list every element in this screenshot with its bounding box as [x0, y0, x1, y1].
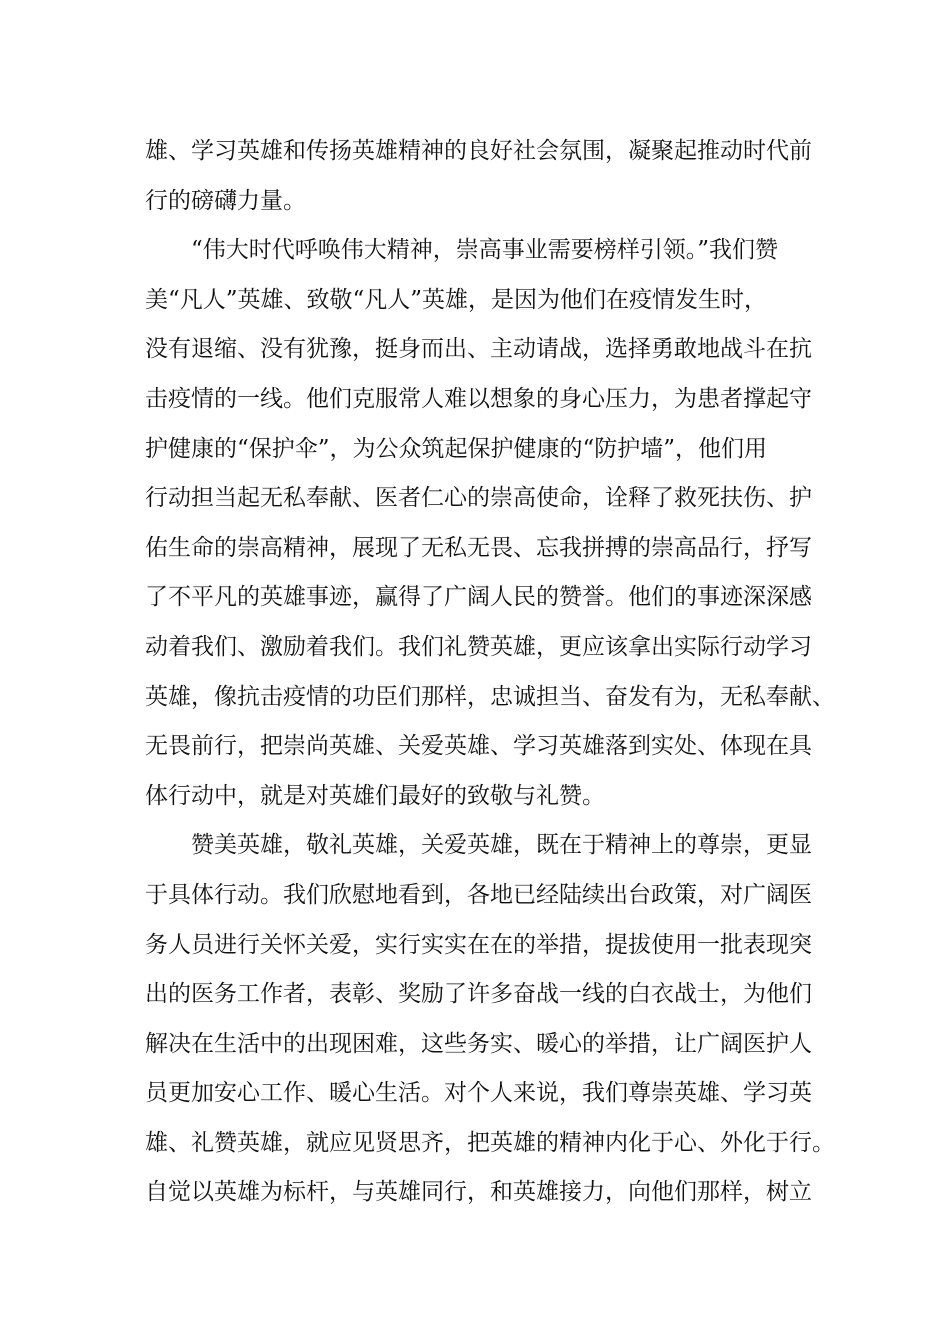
text-line-18: 出的医务工作者，表彰、奖励了许多奋战一线的白衣战士，为他们 — [145, 981, 812, 1008]
text-line-8: 行动担当起无私奉献、医者仁心的崇高使命，诠释了救死扶伤、护 — [145, 485, 812, 512]
text-line-17: 务人员进行关怀关爱，实行实实在在的举措，提拔使用一批表现突 — [145, 931, 812, 958]
body-text — [145, 127, 835, 1218]
text-line-9: 佑生命的崇高精神，展现了无私无畏、忘我拼搏的崇高品行，抒写 — [145, 534, 812, 561]
text-line-7: 护健康的“保护伞”，为公众筑起保护健康的“防护墙”，他们用 — [145, 435, 768, 462]
text-line-6: 击疫情的一线。他们克服常人难以想象的身心压力，为患者撑起守 — [145, 385, 812, 412]
text-line-13: 无畏前行，把崇尚英雄、关爱英雄、学习英雄落到实处、体现在具 — [145, 733, 812, 760]
text-line-19: 解决在生活中的出现困难，这些务实、暖心的举措，让广阔医护人 — [145, 1030, 812, 1057]
text-line-2: 行的磅礴力量。 — [145, 187, 306, 214]
text-line-11: 动着我们、激励着我们。我们礼赞英雄，更应该拿出实际行动学习 — [145, 633, 812, 660]
text-line-5: 没有退缩、没有犹豫，挺身而出、主动请战，选择勇敢地战斗在抗 — [145, 336, 812, 363]
text-line-1: 雄、学习英雄和传扬英雄精神的良好社会氛围，凝聚起推动时代前 — [145, 138, 812, 164]
text-line-3: “伟大时代呼唤伟大精神，崇高事业需要榜样引领。”我们赞 — [191, 237, 779, 264]
text-line-15: 赞美英雄，敬礼英雄，关爱英雄，既在于精神上的尊崇，更显 — [191, 832, 812, 859]
text-line-16: 于具体行动。我们欣慰地看到，各地已经陆续出台政策，对广阔医 — [145, 881, 812, 908]
text-line-4: 美“凡人”英雄、致敬“凡人”英雄，是因为他们在疫情发生时， — [145, 286, 768, 313]
text-line-12: 英雄，像抗击疫情的功臣们那样，忠诚担当、奋发有为，无私奉献、 — [145, 683, 835, 710]
text-line-10: 了不平凡的英雄事迹，赢得了广阔人民的赞誉。他们的事迹深深感 — [145, 584, 812, 611]
text-line-21: 雄、礼赞英雄，就应见贤思齐，把英雄的精神内化于心、外化于行。 — [145, 1129, 835, 1156]
text-line-20: 员更加安心工作、暖心生活。对个人来说，我们尊崇英雄、学习英 — [145, 1080, 812, 1107]
text-line-22: 自觉以英雄为标杆，与英雄同行，和英雄接力，向他们那样，树立 — [145, 1179, 812, 1206]
text-line-14: 体行动中，就是对英雄们最好的致敬与礼赞。 — [145, 782, 605, 809]
